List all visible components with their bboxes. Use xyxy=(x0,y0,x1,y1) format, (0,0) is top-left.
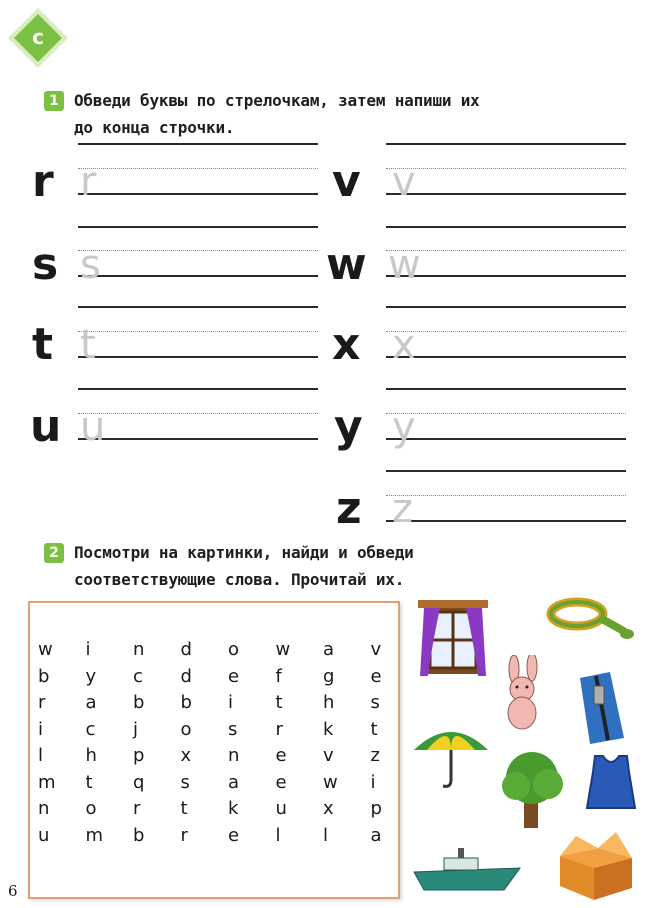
grid-row xyxy=(38,770,418,797)
grid-letter[interactable]: l xyxy=(38,745,44,766)
grid-letter[interactable]: g xyxy=(323,665,335,687)
grid-row xyxy=(38,823,418,850)
grid-letter[interactable]: d xyxy=(180,665,192,687)
badge-letter: c xyxy=(32,25,44,49)
ghost-letter-u: u xyxy=(80,404,106,450)
grid-letter[interactable]: b xyxy=(180,692,192,713)
grid-letter[interactable]: k xyxy=(228,798,239,819)
grid-letter[interactable]: o xyxy=(85,798,97,819)
grid-letter[interactable]: e xyxy=(370,665,382,687)
writing-line xyxy=(386,275,626,277)
grid-letter[interactable]: a xyxy=(85,692,97,713)
rabbit-picture[interactable] xyxy=(492,655,554,735)
ghost-letter-z: z xyxy=(392,486,413,532)
grid-letter[interactable]: v xyxy=(323,745,334,766)
grid-letter[interactable]: p xyxy=(370,798,382,819)
grid-letter[interactable]: t xyxy=(370,718,378,740)
grid-letter[interactable]: l xyxy=(323,824,329,846)
writing-line xyxy=(78,250,318,251)
grid-letter[interactable]: m xyxy=(38,771,56,793)
grid-letter[interactable]: m xyxy=(85,824,104,846)
task2-number: 2 xyxy=(44,543,64,563)
writing-line xyxy=(386,306,626,308)
grid-letter[interactable]: c xyxy=(85,718,96,740)
writing-line xyxy=(78,413,318,414)
ghost-letter-y: y xyxy=(392,404,416,450)
task2-instruction-line1: Посмотри на картинки, найди и обведи xyxy=(74,543,414,562)
grid-letter[interactable]: v xyxy=(370,639,382,660)
grid-row xyxy=(38,717,418,744)
writing-line xyxy=(78,226,318,228)
tracing-letter-z: z xyxy=(336,483,362,534)
grid-letter[interactable]: n xyxy=(38,798,50,819)
writing-line xyxy=(78,143,318,145)
ghost-letter-v: v xyxy=(392,159,416,205)
grid-letter[interactable]: o xyxy=(228,639,240,660)
writing-line xyxy=(78,331,318,332)
ghost-letter-t: t xyxy=(80,322,96,368)
writing-line xyxy=(78,306,318,308)
grid-row xyxy=(38,743,418,770)
tree-picture[interactable] xyxy=(492,748,572,832)
word-search-grid xyxy=(28,601,400,899)
tracing-letter-u: u xyxy=(30,401,62,452)
task1-instruction-line2: до конца строчки. xyxy=(74,118,235,137)
writing-line xyxy=(386,413,626,414)
grid-letter[interactable]: k xyxy=(323,718,334,740)
grid-letter[interactable]: i xyxy=(228,692,234,713)
writing-line xyxy=(78,275,318,277)
tracing-letter-y: y xyxy=(334,401,363,452)
ghost-letter-r: r xyxy=(80,159,97,205)
grid-letter[interactable]: i xyxy=(38,718,44,740)
grid-letter[interactable]: d xyxy=(180,639,192,660)
grid-letter[interactable]: y xyxy=(85,665,97,687)
writing-line xyxy=(386,331,626,332)
grid-row xyxy=(38,664,418,691)
writing-line xyxy=(386,143,626,145)
writing-line xyxy=(386,226,626,228)
grid-letter[interactable]: u xyxy=(275,798,287,819)
section-badge xyxy=(6,6,70,70)
ghost-letter-x: x xyxy=(392,322,416,368)
vest-picture[interactable] xyxy=(583,752,639,814)
grid-letter[interactable]: s xyxy=(228,718,238,740)
writing-line xyxy=(78,356,318,358)
grid-letter[interactable]: s xyxy=(370,692,380,713)
grid-letter[interactable]: i xyxy=(85,639,91,660)
task2-instruction-line2: соответствующие слова. Прочитай их. xyxy=(74,570,405,589)
grid-letter[interactable]: r xyxy=(275,718,283,740)
grid-letter[interactable]: e xyxy=(228,665,240,687)
tracing-letter-r: r xyxy=(32,156,54,207)
tracing-letter-v: v xyxy=(332,156,361,207)
grid-letter[interactable]: r xyxy=(133,798,141,819)
grid-letter[interactable]: h xyxy=(85,745,97,766)
grid-row xyxy=(38,637,418,664)
tracing-letter-s: s xyxy=(32,239,59,290)
grid-letter[interactable]: e xyxy=(275,771,287,793)
grid-letter[interactable]: x xyxy=(180,745,192,766)
ghost-letter-s: s xyxy=(80,242,101,288)
writing-line xyxy=(386,250,626,251)
grid-letter[interactable]: w xyxy=(323,771,338,793)
umbrella-picture[interactable] xyxy=(410,720,492,790)
grid-letter[interactable]: z xyxy=(370,745,380,766)
task1-instruction-line1: Обведи буквы по стрелочкам, затем напиши их xyxy=(74,91,480,110)
grid-letter[interactable]: n xyxy=(228,745,240,766)
box-picture[interactable] xyxy=(554,830,636,902)
snake-picture[interactable] xyxy=(545,596,635,646)
writing-line xyxy=(386,388,626,390)
grid-letter[interactable]: u xyxy=(38,824,50,846)
writing-line xyxy=(78,388,318,390)
grid-letter[interactable]: f xyxy=(275,665,282,687)
grid-letter[interactable]: a xyxy=(323,639,335,660)
writing-line xyxy=(386,168,626,169)
zip-picture[interactable] xyxy=(570,668,630,746)
writing-line xyxy=(78,193,318,195)
grid-letter[interactable]: b xyxy=(133,824,145,846)
task1-number: 1 xyxy=(44,91,64,111)
writing-line xyxy=(386,356,626,358)
grid-letter[interactable]: c xyxy=(133,665,143,687)
grid-letter[interactable]: e xyxy=(275,745,287,766)
grid-letter[interactable]: o xyxy=(180,718,192,740)
grid-letter[interactable]: r xyxy=(38,692,46,713)
writing-line xyxy=(386,470,626,472)
grid-letter[interactable]: b xyxy=(38,665,50,687)
grid-letter[interactable]: e xyxy=(228,824,240,846)
tracing-letter-w: w xyxy=(326,239,367,290)
grid-letter[interactable]: t xyxy=(180,798,188,819)
grid-row xyxy=(38,690,418,717)
grid-letter[interactable]: h xyxy=(323,692,335,713)
grid-letter[interactable]: t xyxy=(275,692,283,713)
grid-letter[interactable]: a xyxy=(370,824,382,846)
grid-letter[interactable]: p xyxy=(133,745,145,766)
grid-letter[interactable]: t xyxy=(85,771,93,793)
page-number: 6 xyxy=(8,882,18,900)
ghost-letter-w: w xyxy=(388,242,421,288)
grid-letter[interactable]: l xyxy=(275,824,281,846)
writing-line xyxy=(78,168,318,169)
grid-letter[interactable]: i xyxy=(370,771,376,793)
grid-letter[interactable]: r xyxy=(180,824,188,846)
writing-line xyxy=(386,520,626,522)
grid-letter[interactable]: w xyxy=(38,639,53,660)
grid-letter[interactable]: b xyxy=(133,692,145,713)
window-picture[interactable] xyxy=(418,600,488,680)
grid-row xyxy=(38,796,418,823)
grid-letter[interactable]: j xyxy=(133,718,139,740)
writing-line xyxy=(386,438,626,440)
word-search-letters xyxy=(38,637,418,849)
writing-line xyxy=(386,495,626,496)
tracing-letter-x: x xyxy=(332,319,361,370)
writing-line xyxy=(386,193,626,195)
grid-letter[interactable]: w xyxy=(275,639,291,660)
tracing-letter-t: t xyxy=(32,319,54,370)
grid-letter[interactable]: a xyxy=(228,771,240,793)
grid-letter[interactable]: n xyxy=(133,639,145,660)
ship-picture[interactable] xyxy=(408,840,528,896)
grid-letter[interactable]: s xyxy=(180,771,190,793)
grid-letter[interactable]: x xyxy=(323,798,334,819)
writing-line xyxy=(78,438,318,440)
grid-letter[interactable]: q xyxy=(133,771,145,793)
